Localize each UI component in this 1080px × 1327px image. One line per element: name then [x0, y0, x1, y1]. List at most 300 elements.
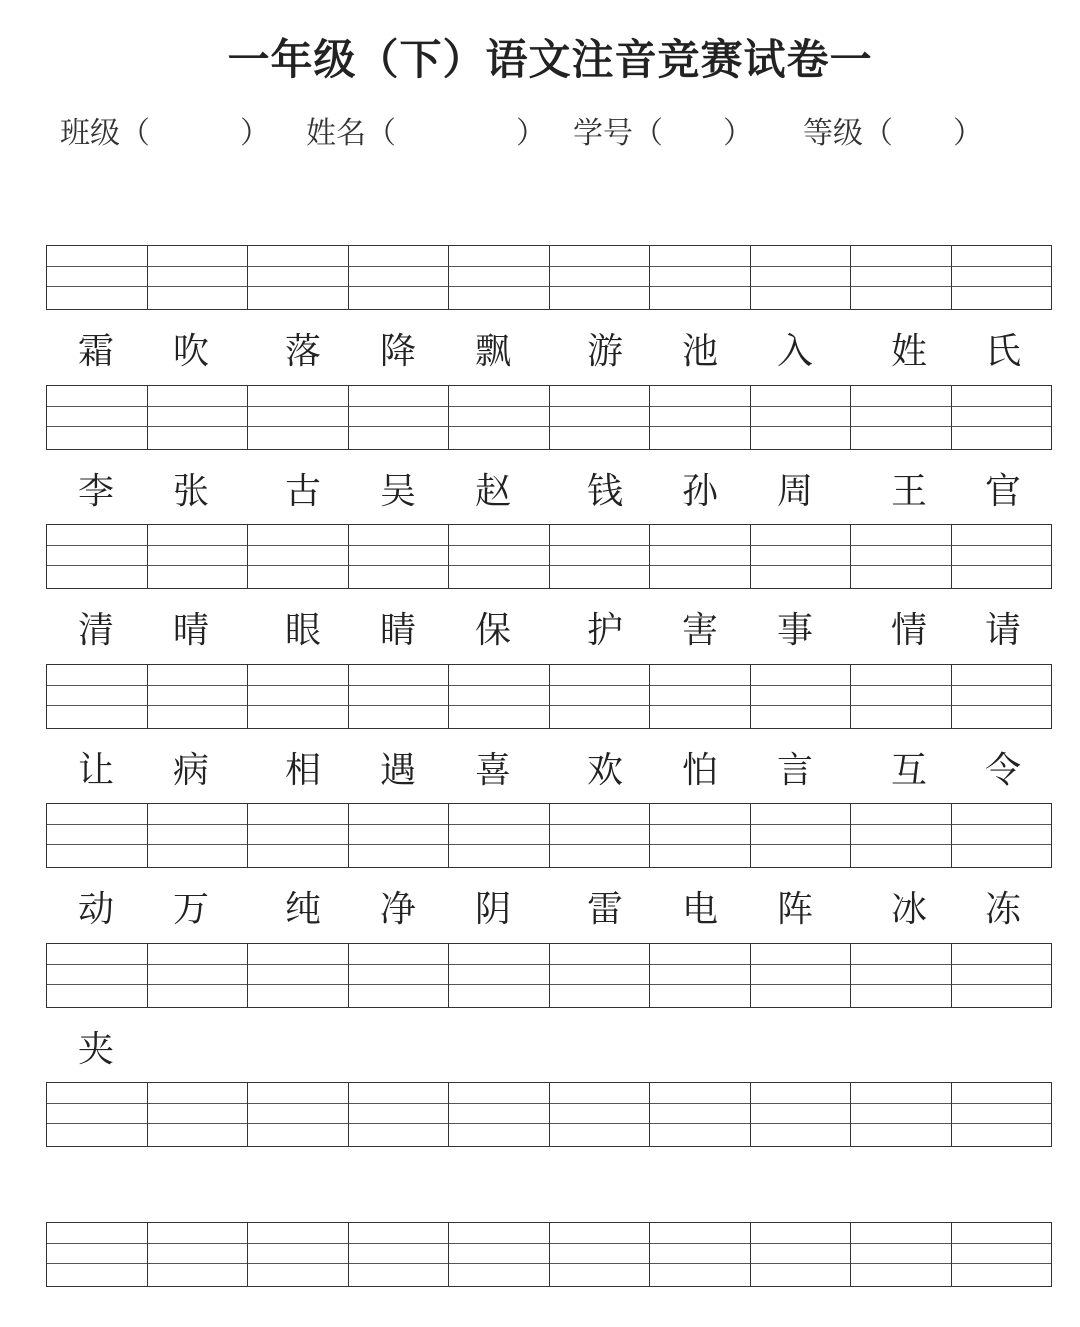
pinyin-cell[interactable]: [850, 525, 951, 588]
pinyin-cell[interactable]: [47, 665, 147, 728]
pinyin-cell[interactable]: [549, 944, 650, 1007]
pinyin-cell[interactable]: [448, 1083, 549, 1146]
guide-line: [851, 426, 951, 427]
guide-line: [47, 266, 147, 267]
guide-line: [449, 824, 549, 825]
guide-line: [148, 705, 248, 706]
guide-line: [751, 266, 851, 267]
character: 病: [172, 750, 209, 791]
guide-line: [148, 1263, 248, 1264]
character: 王: [890, 471, 927, 512]
character: 喜: [474, 750, 511, 791]
character: 入: [776, 331, 813, 372]
character: 阵: [776, 889, 813, 930]
pinyin-cell[interactable]: [147, 1083, 248, 1146]
pinyin-cell[interactable]: [750, 944, 851, 1007]
character: 互: [890, 750, 927, 791]
guide-line: [248, 545, 348, 546]
pinyin-cell[interactable]: [649, 1083, 750, 1146]
guide-line: [248, 824, 348, 825]
pinyin-grid[interactable]: [46, 524, 1052, 589]
guide-line: [148, 844, 248, 845]
pinyin-cell[interactable]: [448, 246, 549, 309]
character: 张: [172, 471, 209, 512]
pinyin-cell[interactable]: [348, 386, 449, 449]
pinyin-cell[interactable]: [750, 665, 851, 728]
guide-line: [650, 286, 750, 287]
pinyin-cell[interactable]: [850, 1083, 951, 1146]
character: 姓: [890, 331, 927, 372]
guide-line: [851, 565, 951, 566]
guide-line: [550, 1123, 650, 1124]
guide-line: [851, 984, 951, 985]
character: 古: [284, 471, 321, 512]
pinyin-cell[interactable]: [549, 246, 650, 309]
character: 周: [776, 471, 813, 512]
guide-line: [751, 705, 851, 706]
guide-line: [952, 1243, 1052, 1244]
character: 吴: [379, 471, 416, 512]
guide-line: [952, 545, 1052, 546]
guide-line: [851, 1263, 951, 1264]
pinyin-cell[interactable]: [47, 246, 147, 309]
guide-line: [751, 545, 851, 546]
pinyin-cell[interactable]: [147, 525, 248, 588]
character: 净: [379, 889, 416, 930]
pinyin-cell[interactable]: [951, 804, 1052, 867]
pinyin-cell[interactable]: [750, 1223, 851, 1286]
guide-line: [248, 1263, 348, 1264]
guide-line: [650, 565, 750, 566]
pinyin-cell[interactable]: [951, 1083, 1052, 1146]
character: 让: [77, 750, 114, 791]
pinyin-cell[interactable]: [750, 386, 851, 449]
pinyin-cell[interactable]: [951, 525, 1052, 588]
guide-line: [349, 406, 449, 407]
guide-line: [47, 286, 147, 287]
character: 请: [984, 610, 1021, 651]
guide-line: [751, 824, 851, 825]
character: 雷: [586, 889, 623, 930]
pinyin-cell[interactable]: [750, 525, 851, 588]
guide-line: [550, 984, 650, 985]
guide-line: [47, 705, 147, 706]
guide-line: [952, 844, 1052, 845]
guide-line: [952, 705, 1052, 706]
guide-line: [148, 426, 248, 427]
guide-line: [449, 705, 549, 706]
character: 万: [172, 889, 209, 930]
guide-line: [550, 1103, 650, 1104]
pinyin-cell[interactable]: [448, 944, 549, 1007]
guide-line: [650, 266, 750, 267]
guide-line: [148, 984, 248, 985]
guide-line: [349, 685, 449, 686]
guide-line: [349, 984, 449, 985]
guide-line: [248, 964, 348, 965]
pinyin-cell[interactable]: [850, 944, 951, 1007]
guide-line: [650, 705, 750, 706]
guide-line: [449, 426, 549, 427]
guide-line: [751, 426, 851, 427]
pinyin-cell[interactable]: [147, 804, 248, 867]
character: 保: [474, 610, 511, 651]
guide-line: [248, 565, 348, 566]
pinyin-cell[interactable]: [750, 804, 851, 867]
pinyin-cell[interactable]: [247, 944, 348, 1007]
character: 吹: [172, 331, 209, 372]
pinyin-cell[interactable]: [47, 944, 147, 1007]
character: 官: [984, 471, 1021, 512]
pinyin-cell[interactable]: [649, 944, 750, 1007]
character: 冰: [890, 889, 927, 930]
guide-line: [449, 286, 549, 287]
pinyin-cell[interactable]: [649, 1223, 750, 1286]
guide-line: [449, 1263, 549, 1264]
character: 纯: [284, 889, 321, 930]
pinyin-cell[interactable]: [549, 1083, 650, 1146]
guide-line: [650, 844, 750, 845]
pinyin-cell[interactable]: [951, 944, 1052, 1007]
page-title: 一年级（下）语文注音竞赛试卷一: [227, 35, 873, 84]
character: 清: [77, 610, 114, 651]
character: 降: [379, 331, 416, 372]
pinyin-cell[interactable]: [147, 944, 248, 1007]
guide-line: [449, 1123, 549, 1124]
pinyin-cell[interactable]: [448, 386, 549, 449]
pinyin-cell[interactable]: [649, 386, 750, 449]
guide-line: [248, 1103, 348, 1104]
pinyin-cell[interactable]: [47, 386, 147, 449]
guide-line: [952, 266, 1052, 267]
guide-line: [952, 1263, 1052, 1264]
guide-line: [952, 984, 1052, 985]
guide-line: [349, 964, 449, 965]
pinyin-cell[interactable]: [47, 1223, 147, 1286]
character: 电: [681, 889, 718, 930]
guide-line: [952, 406, 1052, 407]
guide-line: [449, 545, 549, 546]
guide-line: [47, 824, 147, 825]
character: 护: [586, 610, 623, 651]
character: 赵: [474, 471, 511, 512]
guide-line: [650, 1243, 750, 1244]
character: 阴: [474, 889, 511, 930]
pinyin-cell[interactable]: [850, 1223, 951, 1286]
guide-line: [550, 685, 650, 686]
guide-line: [47, 1243, 147, 1244]
pinyin-cell[interactable]: [247, 246, 348, 309]
class-field[interactable]: 班级（ ）: [60, 116, 270, 151]
character: 怕: [681, 750, 718, 791]
guide-line: [751, 964, 851, 965]
guide-line: [349, 545, 449, 546]
pinyin-cell[interactable]: [348, 665, 449, 728]
guide-line: [148, 1123, 248, 1124]
guide-line: [751, 844, 851, 845]
guide-line: [248, 286, 348, 287]
guide-line: [650, 1123, 750, 1124]
guide-line: [851, 286, 951, 287]
guide-line: [47, 685, 147, 686]
student-number-field[interactable]: 学号（ ）: [573, 116, 753, 151]
guide-line: [449, 1103, 549, 1104]
guide-line: [650, 685, 750, 686]
guide-line: [148, 1103, 248, 1104]
guide-line: [47, 565, 147, 566]
guide-line: [851, 705, 951, 706]
pinyin-cell[interactable]: [549, 525, 650, 588]
guide-line: [550, 844, 650, 845]
guide-line: [248, 1243, 348, 1244]
guide-line: [47, 1103, 147, 1104]
guide-line: [349, 1103, 449, 1104]
guide-line: [751, 1243, 851, 1244]
character: 氏: [984, 331, 1021, 372]
guide-line: [550, 286, 650, 287]
pinyin-cell[interactable]: [750, 1083, 851, 1146]
pinyin-grid[interactable]: [46, 245, 1052, 310]
pinyin-cell[interactable]: [951, 665, 1052, 728]
guide-line: [550, 824, 650, 825]
character: 言: [776, 750, 813, 791]
pinyin-cell[interactable]: [850, 665, 951, 728]
pinyin-grid[interactable]: [46, 385, 1052, 450]
guide-line: [349, 565, 449, 566]
character: 冻: [984, 889, 1021, 930]
guide-line: [650, 406, 750, 407]
pinyin-cell[interactable]: [448, 665, 549, 728]
pinyin-cell[interactable]: [549, 804, 650, 867]
guide-line: [47, 844, 147, 845]
character: 钱: [586, 471, 623, 512]
pinyin-grid[interactable]: [46, 1222, 1052, 1287]
guide-line: [449, 266, 549, 267]
pinyin-cell[interactable]: [247, 386, 348, 449]
pinyin-cell[interactable]: [649, 665, 750, 728]
pinyin-cell[interactable]: [649, 246, 750, 309]
pinyin-cell[interactable]: [147, 1223, 248, 1286]
pinyin-cell[interactable]: [850, 804, 951, 867]
guide-line: [851, 266, 951, 267]
pinyin-grid[interactable]: [46, 803, 1052, 868]
character: 情: [890, 610, 927, 651]
guide-line: [550, 545, 650, 546]
guide-line: [751, 406, 851, 407]
character: 相: [284, 750, 321, 791]
guide-line: [650, 1103, 750, 1104]
guide-line: [550, 266, 650, 267]
guide-line: [952, 426, 1052, 427]
pinyin-cell[interactable]: [348, 944, 449, 1007]
character: 害: [681, 610, 718, 651]
pinyin-cell[interactable]: [348, 525, 449, 588]
pinyin-cell[interactable]: [147, 386, 248, 449]
guide-line: [751, 286, 851, 287]
guide-line: [449, 685, 549, 686]
guide-line: [650, 964, 750, 965]
guide-line: [851, 406, 951, 407]
guide-line: [650, 545, 750, 546]
pinyin-cell[interactable]: [47, 804, 147, 867]
guide-line: [449, 565, 549, 566]
guide-line: [851, 824, 951, 825]
pinyin-cell[interactable]: [348, 246, 449, 309]
guide-line: [550, 705, 650, 706]
character: 事: [776, 610, 813, 651]
guide-line: [851, 1243, 951, 1244]
guide-line: [248, 1123, 348, 1124]
guide-line: [148, 565, 248, 566]
guide-line: [851, 1103, 951, 1104]
pinyin-cell[interactable]: [247, 665, 348, 728]
guide-line: [952, 1103, 1052, 1104]
guide-line: [349, 266, 449, 267]
pinyin-cell[interactable]: [850, 246, 951, 309]
guide-line: [851, 545, 951, 546]
character: 眼: [284, 610, 321, 651]
guide-line: [248, 426, 348, 427]
pinyin-grid[interactable]: [46, 1082, 1052, 1147]
guide-line: [47, 1263, 147, 1264]
character: 飘: [474, 331, 511, 372]
guide-line: [148, 286, 248, 287]
character: 孙: [681, 471, 718, 512]
pinyin-cell[interactable]: [348, 1223, 449, 1286]
guide-line: [550, 565, 650, 566]
character: 落: [284, 331, 321, 372]
guide-line: [148, 266, 248, 267]
pinyin-grid[interactable]: [46, 943, 1052, 1008]
guide-line: [751, 1123, 851, 1124]
guide-line: [952, 964, 1052, 965]
pinyin-cell[interactable]: [850, 386, 951, 449]
guide-line: [751, 984, 851, 985]
guide-line: [148, 1243, 248, 1244]
pinyin-cell[interactable]: [448, 804, 549, 867]
pinyin-cell[interactable]: [348, 804, 449, 867]
guide-line: [248, 844, 348, 845]
character: 池: [681, 331, 718, 372]
guide-line: [449, 1243, 549, 1244]
pinyin-cell[interactable]: [247, 804, 348, 867]
guide-line: [148, 406, 248, 407]
guide-line: [47, 964, 147, 965]
guide-line: [449, 844, 549, 845]
guide-line: [449, 406, 549, 407]
guide-line: [550, 1263, 650, 1264]
pinyin-cell[interactable]: [549, 665, 650, 728]
guide-line: [550, 426, 650, 427]
character: 遇: [379, 750, 416, 791]
character: 晴: [172, 610, 209, 651]
guide-line: [751, 565, 851, 566]
grade-field[interactable]: 等级（ ）: [803, 116, 983, 151]
guide-line: [650, 426, 750, 427]
guide-line: [349, 1243, 449, 1244]
character: 睛: [379, 610, 416, 651]
pinyin-cell[interactable]: [47, 1083, 147, 1146]
pinyin-cell[interactable]: [247, 1223, 348, 1286]
guide-line: [148, 685, 248, 686]
guide-line: [952, 824, 1052, 825]
guide-line: [47, 545, 147, 546]
guide-line: [650, 824, 750, 825]
pinyin-cell[interactable]: [549, 386, 650, 449]
guide-line: [952, 685, 1052, 686]
guide-line: [952, 286, 1052, 287]
guide-line: [248, 685, 348, 686]
pinyin-cell[interactable]: [147, 246, 248, 309]
pinyin-cell[interactable]: [147, 665, 248, 728]
guide-line: [349, 426, 449, 427]
guide-line: [349, 286, 449, 287]
pinyin-cell[interactable]: [448, 1223, 549, 1286]
pinyin-cell[interactable]: [649, 804, 750, 867]
character: 动: [77, 889, 114, 930]
pinyin-cell[interactable]: [951, 246, 1052, 309]
character: 霜: [77, 331, 114, 372]
pinyin-cell[interactable]: [247, 1083, 348, 1146]
guide-line: [248, 705, 348, 706]
pinyin-cell[interactable]: [951, 386, 1052, 449]
guide-line: [349, 844, 449, 845]
guide-line: [248, 406, 348, 407]
guide-line: [650, 984, 750, 985]
pinyin-cell[interactable]: [951, 1223, 1052, 1286]
guide-line: [349, 1263, 449, 1264]
guide-line: [148, 964, 248, 965]
guide-line: [751, 1103, 851, 1104]
character: 夹: [77, 1029, 114, 1070]
guide-line: [47, 426, 147, 427]
guide-line: [952, 1123, 1052, 1124]
pinyin-cell[interactable]: [549, 1223, 650, 1286]
guide-line: [349, 824, 449, 825]
guide-line: [550, 406, 650, 407]
guide-line: [851, 844, 951, 845]
guide-line: [47, 1123, 147, 1124]
guide-line: [550, 1243, 650, 1244]
pinyin-cell[interactable]: [247, 525, 348, 588]
pinyin-cell[interactable]: [750, 246, 851, 309]
guide-line: [851, 685, 951, 686]
pinyin-grid[interactable]: [46, 664, 1052, 729]
guide-line: [47, 406, 147, 407]
guide-line: [851, 1123, 951, 1124]
pinyin-cell[interactable]: [649, 525, 750, 588]
guide-line: [751, 685, 851, 686]
character: 游: [586, 331, 623, 372]
guide-line: [952, 565, 1052, 566]
name-field[interactable]: 姓名（ ）: [306, 116, 546, 151]
guide-line: [349, 705, 449, 706]
guide-line: [851, 964, 951, 965]
pinyin-cell[interactable]: [448, 525, 549, 588]
guide-line: [248, 984, 348, 985]
pinyin-cell[interactable]: [348, 1083, 449, 1146]
guide-line: [148, 824, 248, 825]
guide-line: [449, 964, 549, 965]
guide-line: [248, 266, 348, 267]
pinyin-cell[interactable]: [47, 525, 147, 588]
guide-line: [550, 964, 650, 965]
guide-line: [47, 984, 147, 985]
guide-line: [650, 1263, 750, 1264]
guide-line: [751, 1263, 851, 1264]
character: 令: [984, 750, 1021, 791]
character: 欢: [586, 750, 623, 791]
